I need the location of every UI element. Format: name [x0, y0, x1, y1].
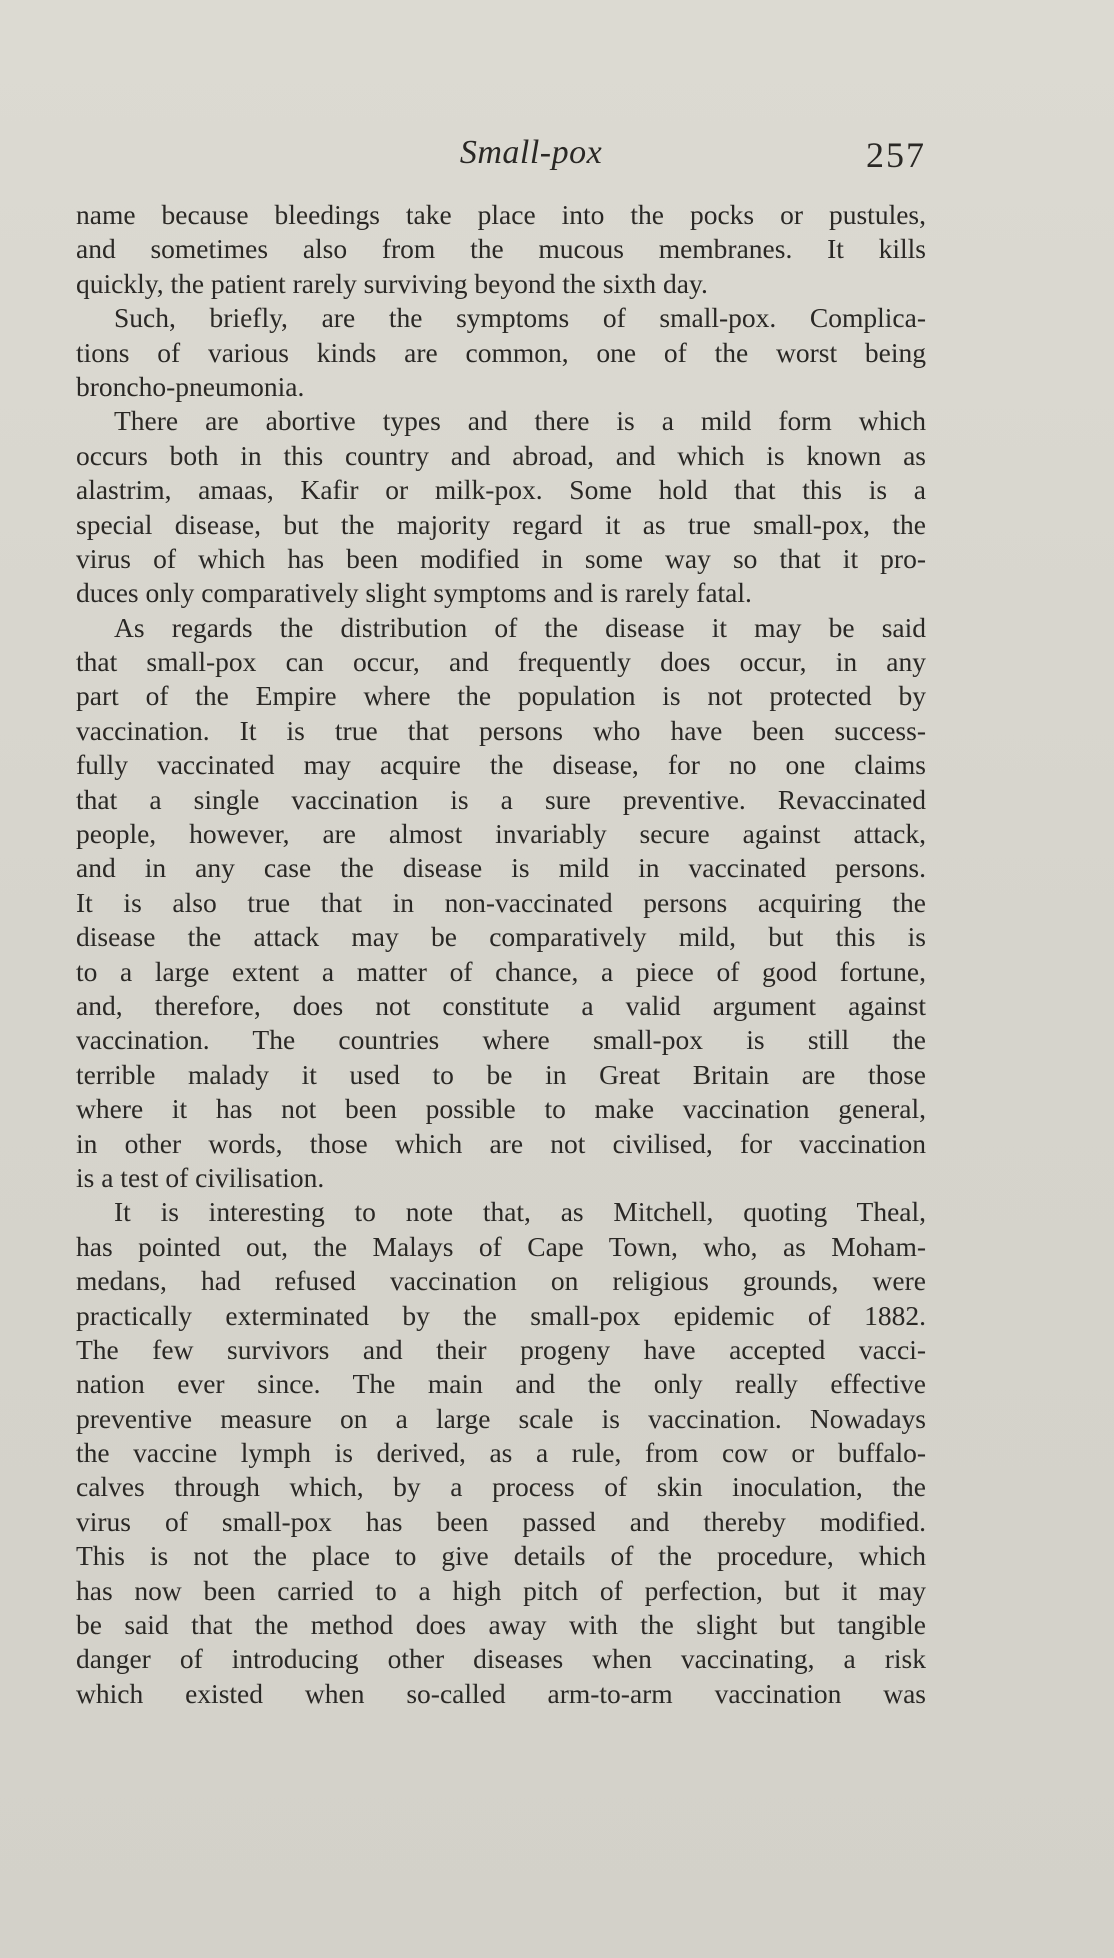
text-line: people, however, are almost invariably secure against attack,	[76, 818, 926, 850]
text-line: broncho-pneumonia.	[76, 370, 305, 402]
running-head	[76, 134, 926, 178]
text-line: nation ever since. The main and the only really effective	[76, 1368, 926, 1400]
text-line: to a large extent a matter of chance, a piece of good fortune,	[76, 955, 926, 987]
text-line: The few survivors and their progeny have accepted vacci-	[76, 1333, 926, 1365]
text-line: tions of various kinds are common, one of the worst being	[76, 336, 926, 368]
text-line: It is also true that in non-vaccinated persons acquiring the	[76, 886, 926, 918]
text-line: part of the Empire where the population is not protected by	[76, 680, 926, 712]
text-line: has now been carried to a high pitch of perfection, but it may	[76, 1574, 926, 1606]
text-line: virus of which has been modified in some way so that it pro-	[76, 542, 926, 574]
text-line: is a test of civilisation.	[76, 1161, 325, 1193]
text-line: virus of small-pox has been passed and thereby modified.	[76, 1505, 926, 1537]
text-line: vaccination. It is true that persons who have been success-	[76, 714, 926, 746]
text-line: that a single vaccination is a sure preventive. Revaccinated	[76, 783, 926, 815]
text-line: alastrim, amaas, Kafir or milk-pox. Some hold that this is a	[76, 474, 926, 506]
text-line: special disease, but the majority regard it as true small-pox, the	[76, 508, 926, 540]
text-line: It is interesting to note that, as Mitchell, quoting Theal,	[114, 1196, 926, 1228]
text-line: which existed when so-called arm-to-arm vaccination was	[76, 1677, 926, 1709]
text-line: duces only comparatively slight symptoms and is rarely fatal.	[76, 577, 752, 609]
text-line: occurs both in this country and abroad, and which is known as	[76, 439, 926, 471]
text-line: and, therefore, does not constitute a valid argument against	[76, 989, 926, 1021]
text-line: has pointed out, the Malays of Cape Town, who, as Moham-	[76, 1230, 926, 1262]
text-line: disease the attack may be comparatively mild, but this is	[76, 921, 926, 953]
text-line: and sometimes also from the mucous membranes. It kills	[76, 233, 926, 265]
text-line: Such, briefly, are the symptoms of small-pox. Complica-	[114, 302, 926, 334]
text-line: quickly, the patient rarely surviving beyond the sixth day.	[76, 267, 708, 299]
text-line: terrible malady it used to be in Great Britain are those	[76, 1058, 926, 1090]
running-title: Small-pox	[459, 134, 603, 171]
text-line: preventive measure on a large scale is vaccination. Nowadays	[76, 1402, 926, 1434]
text-line: where it has not been possible to make vaccination general,	[76, 1093, 926, 1125]
text-line: There are abortive types and there is a mild form which	[114, 405, 926, 437]
text-line: practically exterminated by the small-pox epidemic of 1882.	[76, 1299, 926, 1331]
text-line: vaccination. The countries where small-pox is still the	[76, 1024, 926, 1056]
text-line: that small-pox can occur, and frequently does occur, in any	[76, 646, 926, 678]
text-line: danger of introducing other diseases when vaccinating, a risk	[76, 1643, 926, 1675]
body-text	[76, 198, 926, 1711]
text-line: fully vaccinated may acquire the disease, for no one claims	[76, 749, 926, 781]
page-number: 257	[866, 135, 926, 175]
text-line: name because bleedings take place into the pocks or pustules,	[76, 199, 926, 230]
text-line: calves through which, by a process of skin inoculation, the	[76, 1471, 926, 1503]
text-line: be said that the method does away with the slight but tangible	[76, 1609, 926, 1641]
text-line: and in any case the disease is mild in vaccinated persons.	[76, 852, 926, 884]
text-line: in other words, those which are not civilised, for vaccination	[76, 1127, 926, 1159]
text-line: the vaccine lymph is derived, as a rule, from cow or buffalo-	[76, 1437, 926, 1469]
text-line: medans, had refused vaccination on religious grounds, were	[76, 1265, 926, 1297]
text-line: As regards the distribution of the disease it may be said	[114, 611, 926, 643]
text-line: This is not the place to give details of the procedure, which	[76, 1540, 926, 1572]
